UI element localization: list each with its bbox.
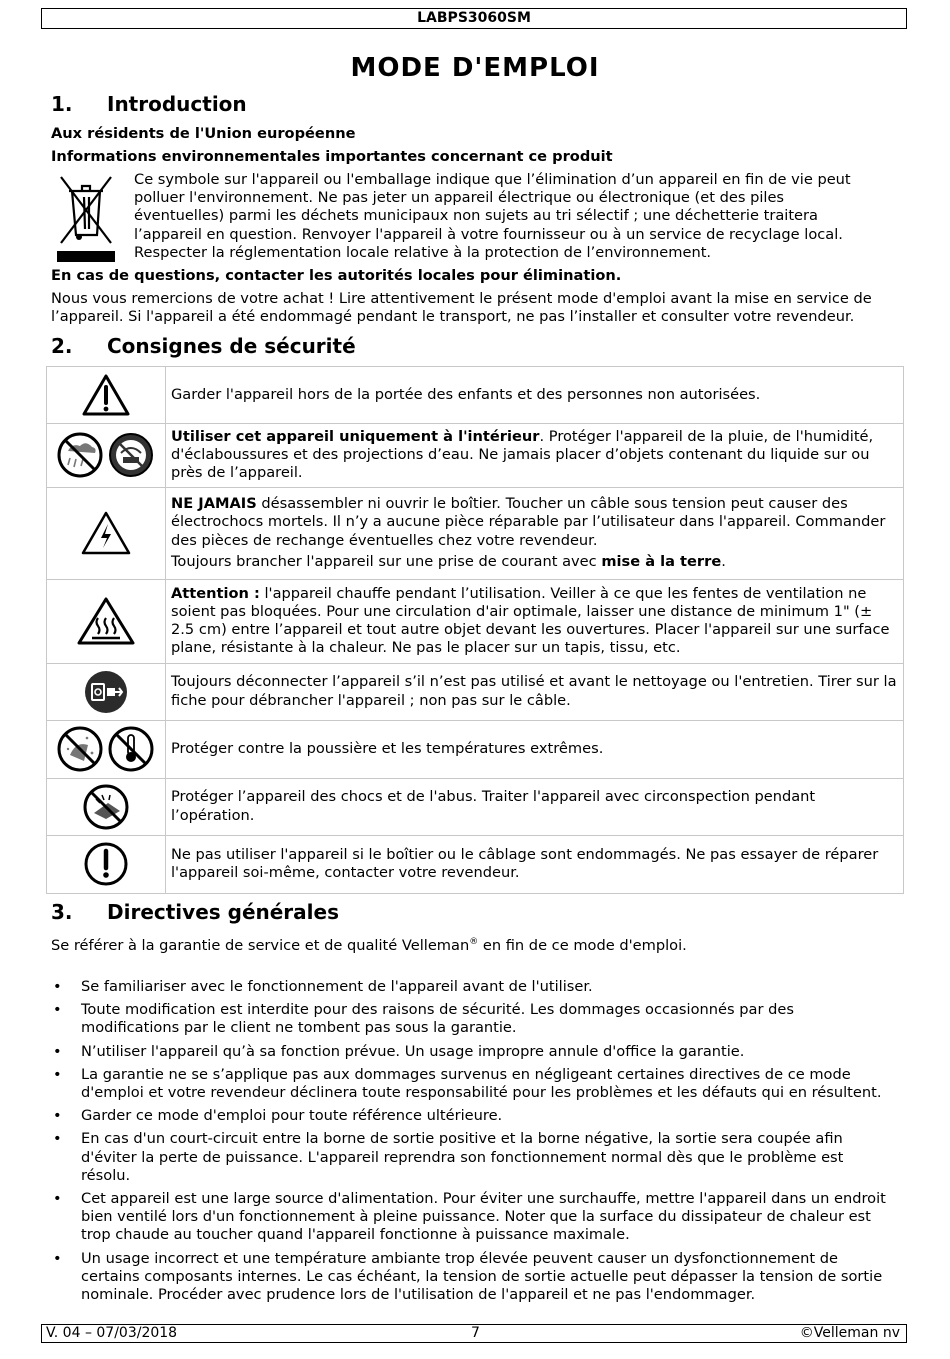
document-title: MODE D'EMPLOI [350, 53, 600, 83]
list-item-text: Cet appareil est une large source d'alimentation. Pour éviter une surchauffe, mettre l'appareil dans un endroit bien ventilé lors d'un fonctionnement à pleine puissance. Noter que la surface du dissipateur de chaleur est trop chaude au toucher quand l'appareil fonctionne à puissance maximale. [81, 1190, 886, 1244]
bullet-icon: • [53, 978, 62, 995]
registered-mark: ® [469, 937, 479, 947]
list-item-text: Toute modification est interdite pour des raisons de sécurité. Les dommages occasionnés par des modifications par le client ne tombent pas sous la garantie. [81, 1001, 794, 1037]
safety-row [47, 424, 904, 488]
list-item [51, 1107, 891, 1125]
bullet-icon: • [53, 1249, 62, 1267]
section-number: 2. [51, 334, 73, 358]
list-item-text: En cas d'un court-circuit entre la borne de sortie positive et la borne négative, la sortie sera coupée afin d'éviter la perte de puissance. L'appareil reprendra son fonctionnement normal dès que le problème est résolu. [81, 1130, 844, 1184]
bullet-icon: • [53, 1042, 62, 1060]
section-number: 1. [51, 92, 73, 116]
questions-note: En cas de questions, contacter les autorités locales pour élimination. [51, 267, 622, 284]
safety-icon-cell [47, 720, 166, 778]
unplug-icon [83, 669, 129, 715]
page-header [41, 8, 907, 29]
environment-line: éventuelles) parmi les déchets municipaux non sujets au tri sélectif ; une déchetterie traitera [134, 207, 818, 225]
safety-text-cell [166, 835, 904, 893]
section-title: Consignes de sécurité [107, 334, 356, 358]
safety-text: . [721, 552, 726, 570]
model-number: LABPS3060SM [417, 10, 531, 26]
safety-row [47, 720, 904, 778]
environment-line: Ce symbole sur l'appareil ou l'emballage indique que l’élimination d’un appareil en fin de vie peut [134, 171, 851, 188]
dust-temperature-icon [54, 725, 158, 773]
bullet-icon: • [53, 1130, 62, 1148]
safety-text-cell [166, 720, 904, 778]
list-item [51, 1190, 891, 1245]
warranty-text: en fin de ce mode d'emploi. [478, 936, 687, 954]
copyright-label: ©Velleman nv [799, 1325, 900, 1341]
section-title: Directives générales [107, 900, 339, 924]
list-item-text: Se familiariser avec le fonctionnement de l'appareil avant de l'utiliser. [81, 978, 593, 995]
list-item-text: La garantie ne se s’applique pas aux dommages survenus en négligeant certaines directives de ce mode d'emploi et votre revendeur déclinera toute responsabilité pour les problèmes et les défauts qui en résultent. [81, 1065, 882, 1102]
safety-row [47, 367, 904, 424]
safety-text-bold: NE JAMAIS [171, 495, 257, 513]
safety-icon-cell [47, 424, 166, 488]
list-item [51, 1066, 891, 1102]
safety-text: Protéger contre la poussière et les températures extrêmes. [171, 740, 604, 757]
bullet-icon: • [53, 1001, 62, 1019]
indoor-only-icon [54, 431, 158, 479]
safety-icon-cell [47, 663, 166, 720]
thanks-line: Nous vous remercions de votre achat ! Lire attentivement le présent mode d'emploi avant la mise en service de [51, 290, 872, 307]
list-item-text: Un usage incorrect et une température ambiante trop élevée peuvent causer un dysfonctionnement de certains composants internes. Le cas échéant, la tension de sortie actuelle peut dépasser la tension de sortie nominale. Procéder avec prudence lors de l'utilisation de l'appareil et ne pas l'endommager. [81, 1249, 883, 1304]
environment-text [134, 171, 904, 262]
safety-text-bold: Utiliser cet appareil uniquement à l'intérieur [171, 428, 540, 445]
bullet-icon: • [53, 1190, 62, 1208]
guidelines-list [51, 978, 891, 1309]
environment-line: polluer l'environnement. Ne pas jeter un appareil électrique ou électronique (et des piles [134, 189, 785, 207]
safety-text-bold: mise à la terre [601, 552, 722, 570]
bullet-icon: • [53, 1065, 62, 1083]
safety-text: Protéger l’appareil des chocs et de l'abus. Traiter l'appareil avec circonspection pendant l’opération. [171, 788, 816, 824]
environment-line: Respecter la réglementation locale relative à la protection de l’environnement. [134, 243, 712, 261]
safety-text-cell [166, 778, 904, 835]
list-item [51, 1130, 891, 1185]
residents-heading: Aux résidents de l'Union européenne [51, 125, 356, 142]
safety-text: désassembler ni ouvrir le boîtier. Toucher un câble sous tension peut causer des électrochocs mortels. Il n’y a aucune pièce réparable par l’utilisateur dans l'appareil. Commander des pièces de rechange éventuelles chez votre revendeur. [171, 495, 886, 549]
version-label: V. 04 – 07/03/2018 [46, 1325, 178, 1341]
list-item-text: N’utiliser l'appareil qu’à sa fonction prévue. Un usage impropre annule d'office la garantie. [81, 1042, 745, 1060]
no-shock-icon [82, 783, 130, 831]
section-title: Introduction [107, 92, 247, 116]
safety-text-bold: Attention : [171, 584, 260, 602]
weee-bin-icon [55, 169, 117, 263]
safety-text-cell [166, 579, 904, 663]
safety-text-cell [166, 663, 904, 720]
safety-icon-cell [47, 579, 166, 663]
warning-triangle-icon [81, 373, 131, 417]
hot-surface-icon [76, 596, 136, 646]
bullet-icon: • [53, 1107, 62, 1125]
safety-text: Ne pas utiliser l'appareil si le boîtier ou le câblage sont endommagés. Ne pas essayer de réparer l'appareil soi-même, contacter votre revendeur. [171, 845, 879, 882]
safety-row [47, 579, 904, 663]
section-number: 3. [51, 900, 73, 924]
safety-row [47, 835, 904, 893]
safety-text-cell [166, 367, 904, 424]
safety-text: Toujours déconnecter l’appareil s’il n’est pas utilisé et avant le nettoyage ou l'entretien. Tirer sur la fiche pour débrancher l'appareil ; non pas sur le câble. [171, 673, 897, 709]
safety-icon-cell [47, 367, 166, 424]
safety-icon-cell [47, 778, 166, 835]
list-item [51, 978, 891, 996]
list-item [51, 1001, 891, 1037]
page-footer [41, 1324, 907, 1343]
safety-text: Toujours brancher l'appareil sur une prise de courant avec [171, 552, 602, 570]
warranty-text: Se référer à la garantie de service et de qualité Velleman [51, 936, 470, 954]
safety-text-cell [166, 487, 904, 579]
environment-line: l’appareil en question. Renvoyer l'appareil à votre fournisseur ou à un service de recyclage local. [134, 225, 843, 243]
caution-icon [83, 841, 129, 887]
list-item-text: Garder ce mode d'emploi pour toute référence ultérieure. [81, 1107, 503, 1125]
electric-shock-icon [80, 510, 132, 556]
environment-heading: Informations environnementales importantes concernant ce produit [51, 148, 613, 165]
safety-table [46, 366, 904, 894]
safety-row [47, 487, 904, 579]
thanks-line: l’appareil. Si l'appareil a été endommagé pendant le transport, ne pas l’installer et consulter votre revendeur. [51, 308, 855, 326]
safety-text: . Protéger l'appareil de la pluie, de l'humidité, d'éclaboussures et des projections d’eau. Ne jamais placer d’objets contenant du liquide sur ou près de l’appareil. [171, 428, 874, 482]
list-item [51, 1250, 891, 1305]
warranty-reference [51, 933, 687, 955]
safety-text: l'appareil chauffe pendant l’utilisation. Veiller à ce que les fentes de ventilation ne soient pas bloquées. Pour une circulation d'air optimale, laisser une distance de minimum 1" (± 2.5 cm) entre l’appareil et tout autre objet devant les ouvertures. Placer l'appareil sur une surface plane, résistante à la chaleur. Ne pas le placer sur un tapis, tissu, etc. [171, 584, 890, 657]
thanks-paragraph [51, 290, 911, 326]
list-item [51, 1043, 891, 1061]
safety-icon-cell [47, 487, 166, 579]
safety-text: Garder l'appareil hors de la portée des enfants et des personnes non autorisées. [171, 385, 761, 403]
safety-text-cell [166, 424, 904, 488]
page-number: 7 [471, 1325, 480, 1341]
safety-icon-cell [47, 835, 166, 893]
safety-row [47, 778, 904, 835]
safety-row [47, 663, 904, 720]
